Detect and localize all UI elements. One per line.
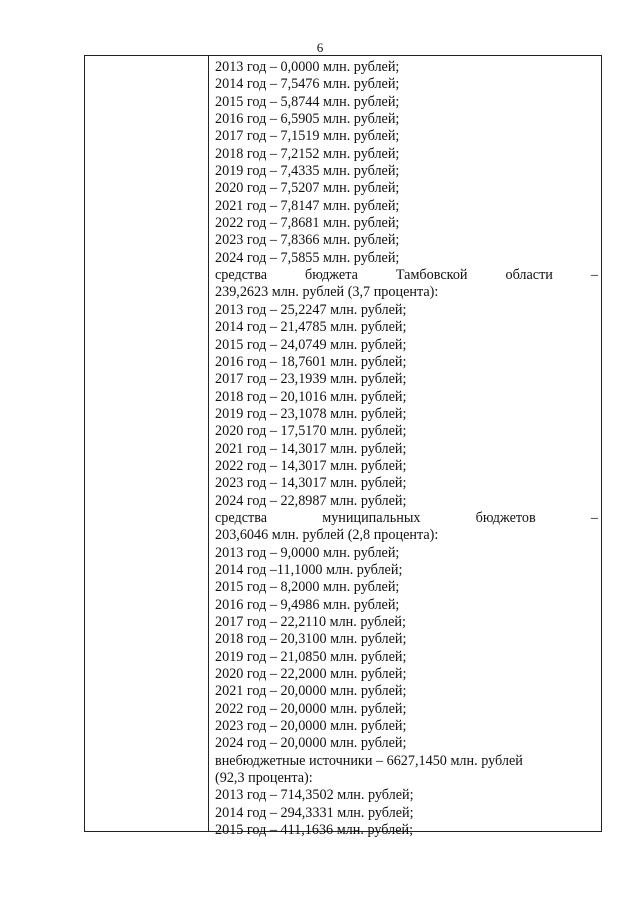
table-text-column xyxy=(215,59,598,839)
text-line: 2016 год – 9,4986 млн. рублей; xyxy=(215,596,400,613)
text-line: 2022 год – 7,8681 млн. рублей; xyxy=(215,215,400,232)
text-line: 2017 год – 7,1519 млн. рублей; xyxy=(215,128,400,145)
text-line: 2013 год – 25,2247 млн. рублей; xyxy=(215,301,407,318)
text-line: 2016 год – 18,7601 млн. рублей; xyxy=(215,353,407,370)
text-line: 2014 год – 7,5476 млн. рублей; xyxy=(215,76,400,93)
text-line: 2017 год – 23,1939 млн. рублей; xyxy=(215,371,407,388)
text-line: 2024 год – 20,0000 млн. рублей; xyxy=(215,735,407,752)
text-line: 2013 год – 9,0000 млн. рублей; xyxy=(215,544,400,561)
text-line: 2015 год – 411,1636 млн. рублей; xyxy=(215,822,414,839)
text-line: внебюджетные источники – 6627,1450 млн. рублей xyxy=(215,752,523,769)
justified-word: бюджета xyxy=(304,267,358,284)
text-line: 2023 год – 7,8366 млн. рублей; xyxy=(215,232,400,249)
text-line: 2019 год – 23,1078 млн. рублей; xyxy=(215,405,407,422)
justified-word: бюджетов xyxy=(475,509,536,526)
text-line: 2018 год – 20,3100 млн. рублей; xyxy=(215,631,407,648)
text-line: 2024 год – 22,8987 млн. рублей; xyxy=(215,492,407,509)
justified-word: – xyxy=(590,509,598,526)
text-line: 2015 год – 24,0749 млн. рублей; xyxy=(215,336,407,353)
text-line: 2019 год – 21,0850 млн. рублей; xyxy=(215,648,407,665)
text-line: 2022 год – 20,0000 млн. рублей; xyxy=(215,700,407,717)
justified-word: – xyxy=(590,267,598,284)
text-line: 2021 год – 20,0000 млн. рублей; xyxy=(215,683,407,700)
text-line: 2021 год – 7,8147 млн. рублей; xyxy=(215,197,400,214)
text-line: 2020 год – 22,2000 млн. рублей; xyxy=(215,666,407,683)
text-line: 2015 год – 8,2000 млн. рублей; xyxy=(215,579,400,596)
justified-word: Тамбовской xyxy=(395,267,468,284)
text-line: 2020 год – 7,5207 млн. рублей; xyxy=(215,180,400,197)
document-table xyxy=(84,55,602,839)
text-line: 2015 год – 5,8744 млн. рублей; xyxy=(215,93,400,110)
text-line: 2019 год – 7,4335 млн. рублей; xyxy=(215,163,400,180)
text-line: 2020 год – 17,5170 млн. рублей; xyxy=(215,423,407,440)
text-line: 2021 год – 14,3017 млн. рублей; xyxy=(215,440,407,457)
text-line: 239,2623 млн. рублей (3,7 процента): xyxy=(215,284,439,301)
text-line xyxy=(215,510,598,527)
text-line: 2023 год – 20,0000 млн. рублей; xyxy=(215,718,407,735)
justified-word: средства xyxy=(215,267,268,284)
text-line: 2014 год – 294,3331 млн. рублей; xyxy=(215,804,414,821)
text-line xyxy=(215,267,598,284)
text-line: 2024 год – 7,5855 млн. рублей; xyxy=(215,249,400,266)
text-line: 2013 год – 714,3502 млн. рублей; xyxy=(215,787,414,804)
text-line: 203,6046 млн. рублей (2,8 процента): xyxy=(215,527,439,544)
text-line: 2018 год – 20,1016 млн. рублей; xyxy=(215,388,407,405)
text-line: (92,3 процента): xyxy=(215,770,313,787)
text-line: 2018 год – 7,2152 млн. рублей; xyxy=(215,145,400,162)
justified-word: области xyxy=(505,267,553,284)
text-line: 2013 год – 0,0000 млн. рублей; xyxy=(215,59,400,75)
text-line: 2017 год – 22,2110 млн. рублей; xyxy=(215,614,406,630)
justified-word: средства xyxy=(215,509,268,526)
page-number: 6 xyxy=(316,40,324,55)
justified-word: муниципальных xyxy=(322,509,421,526)
text-line: 2014 год – 21,4785 млн. рублей; xyxy=(215,319,407,336)
text-line: 2022 год – 14,3017 млн. рублей; xyxy=(215,457,407,474)
text-line: 2023 год – 14,3017 млн. рублей; xyxy=(215,475,407,492)
text-line: 2016 год – 6,5905 млн. рублей; xyxy=(215,111,400,128)
text-line: 2014 год –11,1000 млн. рублей; xyxy=(215,561,403,578)
table-left-column xyxy=(85,56,209,831)
